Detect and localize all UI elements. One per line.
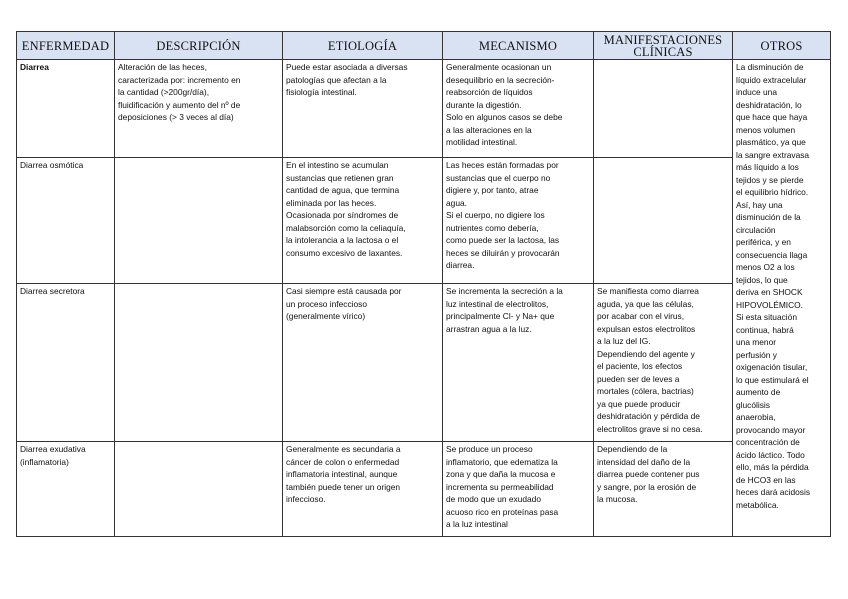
table-row: [17, 284, 831, 442]
table-row: [17, 442, 831, 537]
header-descripcion: DESCRIPCIÓN: [115, 32, 283, 60]
cell-descripcion: [115, 442, 283, 537]
header-row: [17, 32, 831, 60]
cell-otros: La disminución de líquido extracelular induce una deshidratación, lo que hace que haya menos volumen plasmático, ya que la sangre extravasa más líquido a los tejidos y se pierde el equilibrio hídrico. Así, hay una disminución de la circulación periférica, y en consecuencia llaga menos O2 a los tejidos, lo que deriva en SHOCK HIPOVOLÉMICO. Si esta situación continua, habrá una menor perfusión y oxigenación tisular, lo que estimulará el aumento de glucólisis anaerobia, provocando mayor concentración de ácido láctico. Todo ello, más la pérdida de HCO3 en las heces dará acidosis metabólica.: [733, 60, 831, 537]
cell-mecanismo: Se produce un proceso inflamatorio, que edematiza la zona y que daña la mucosa e incrementa su permeabilidad de modo que un exudado acuoso rico en proteínas pasa a la luz intestinal: [443, 442, 594, 537]
cell-enfermedad: Diarrea: [17, 60, 115, 158]
cell-etiologia: En el intestino se acumulan sustancias que retienen gran cantidad de agua, que termina eliminada por las heces. Ocasionada por síndromes de malabsorción como la celiaquía, la intolerancia a la lactosa o el consumo excesivo de laxantes.: [283, 158, 443, 284]
cell-enfermedad: Diarrea osmótica: [17, 158, 115, 284]
diarrhea-table: [16, 31, 831, 537]
cell-manifestaciones: Se manifiesta como diarrea aguda, ya que las células, por acabar con el virus, expulsan estos electrolitos a la luz del IG. Dependiendo del agente y el paciente, los efectos pueden ser de leves a mortales (cólera, bactrias) ya que puede producir deshidratación y pérdida de electrolitos grave si no cesa.: [594, 284, 733, 442]
cell-manifestaciones: Dependiendo de la intensidad del daño de la diarrea puede contener pus y sangre, por la erosión de la mucosa.: [594, 442, 733, 537]
cell-etiologia: Puede estar asociada a diversas patologías que afectan a la fisiología intestinal.: [283, 60, 443, 158]
cell-manifestaciones: [594, 158, 733, 284]
cell-descripcion: [115, 284, 283, 442]
header-etiologia: ETIOLOGÍA: [283, 32, 443, 60]
header-enfermedad: ENFERMEDAD: [17, 32, 115, 60]
header-otros: OTROS: [733, 32, 831, 60]
cell-etiologia: Casi siempre está causada por un proceso infeccioso (generalmente vírico): [283, 284, 443, 442]
cell-mecanismo: Se incrementa la secreción a la luz intestinal de electrolitos, principalmente Cl- y Na+ que arrastran agua a la luz.: [443, 284, 594, 442]
header-mecanismo: MECANISMO: [443, 32, 594, 60]
cell-descripcion: Alteración de las heces, caracterizada por: incremento en la cantidad (>200gr/día), fluidificación y aumento del nº de deposiciones (> 3 veces al día): [115, 60, 283, 158]
cell-mecanismo: Generalmente ocasionan un desequilibrio en la secreción- reabsorción de líquidos durante la digestión. Solo en algunos casos se debe a las alteraciones en la motilidad intestinal.: [443, 60, 594, 158]
table-row: [17, 60, 831, 158]
cell-descripcion: [115, 158, 283, 284]
cell-manifestaciones: [594, 60, 733, 158]
table-row: [17, 158, 831, 284]
cell-enfermedad: Diarrea secretora: [17, 284, 115, 442]
header-manifestaciones: MANIFESTACIONES CLÍNICAS: [594, 32, 733, 60]
cell-enfermedad: Diarrea exudativa (inflamatoria): [17, 442, 115, 537]
cell-etiologia: Generalmente es secundaria a cáncer de colon o enfermedad inflamatoria intestinal, aunque también puede tener un origen infeccioso.: [283, 442, 443, 537]
cell-mecanismo: Las heces están formadas por sustancias que el cuerpo no digiere y, por tanto, atrae agua. Si el cuerpo, no digiere los nutrientes como debería, como puede ser la lactosa, las heces se diluirán y provocarán diarrea.: [443, 158, 594, 284]
